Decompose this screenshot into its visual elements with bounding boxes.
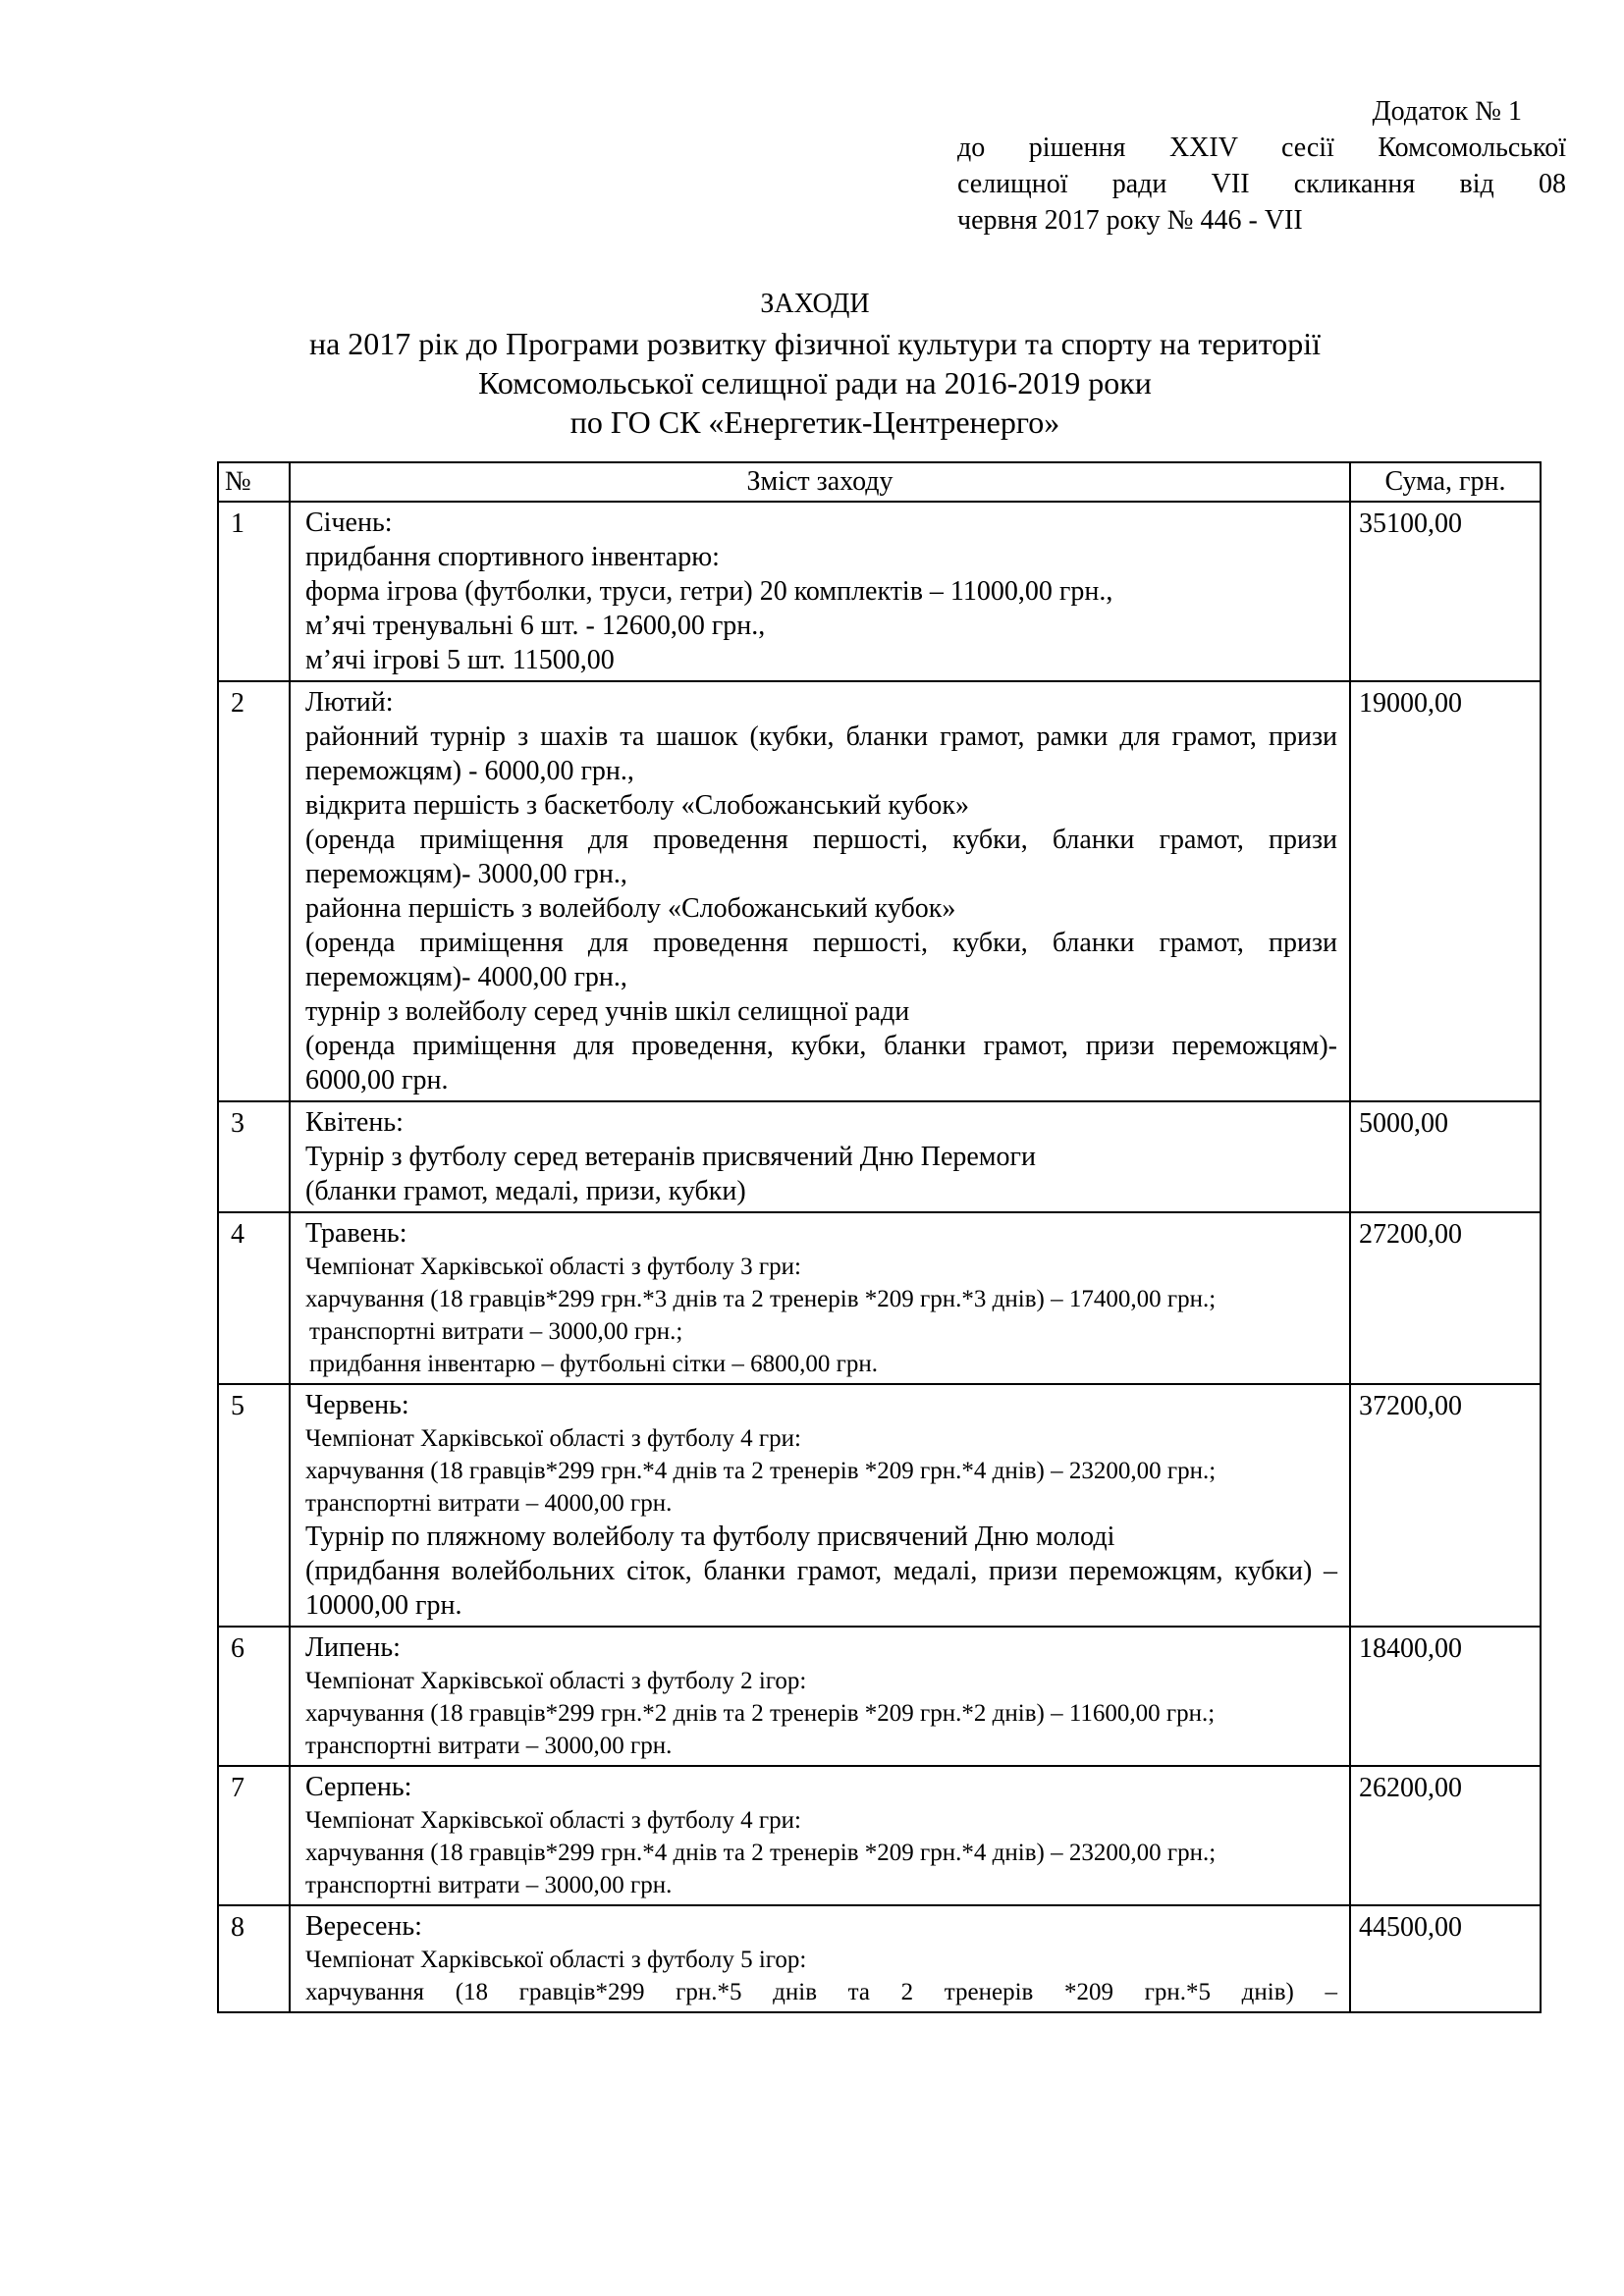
measure-item: турнір з волейболу серед учнів шкіл селищної ради: [305, 996, 910, 1027]
row-number: 1: [218, 502, 290, 681]
appendix-block: [957, 93, 1566, 239]
table-header-row: [218, 462, 1541, 502]
measure-item: харчування (18 гравців*299 грн.*4 днів та 2 тренерів *209 грн.*4 днів) – 23200,00 грн.;: [305, 1840, 1217, 1866]
row-content: [290, 1101, 1350, 1212]
document-heading: [177, 285, 1453, 442]
row-content: [290, 1212, 1350, 1384]
row-number: 5: [218, 1384, 290, 1627]
measure-item: Турнір по пляжному волейболу та футболу присвячений Дню молоді: [305, 1522, 1115, 1552]
month-label: Січень:: [305, 507, 393, 538]
measure-item: харчування (18 гравців*299 грн.*2 днів та 2 тренерів *209 грн.*2 днів) – 11600,00 грн.;: [305, 1700, 1216, 1727]
measure-item: транспортні витрати – 3000,00 грн.: [305, 1872, 673, 1898]
month-label: Червень:: [305, 1390, 409, 1420]
row-sum: 19000,00: [1350, 681, 1541, 1101]
measure-item: харчування (18 гравців*299 грн.*4 днів та 2 тренерів *209 грн.*4 днів) – 23200,00 грн.;: [305, 1458, 1217, 1484]
measure-item: відкрита першість з баскетболу «Слобожанський кубок»: [305, 790, 970, 821]
table-row: [218, 681, 1541, 1101]
row-sum: 27200,00: [1350, 1212, 1541, 1384]
measure-item: (придбання волейбольних сіток, бланки грамот, медалі, призи переможцям, кубки) – 10000,00 грн.: [305, 1556, 1337, 1621]
table-row: [218, 1212, 1541, 1384]
document-subtitle-line: по ГО СК «Енергетик-Центренерго»: [569, 404, 1060, 440]
measure-item: Чемпіонат Харківської області з футболу 3 гри:: [305, 1254, 801, 1280]
row-sum: 44500,00: [1350, 1905, 1541, 2012]
appendix-line: селищної ради VII скликання від 08: [957, 169, 1566, 199]
measure-item: (бланки грамот, медалі, призи, кубки): [305, 1176, 746, 1206]
measure-item: (оренда приміщення для проведення першості, кубки, бланки грамот, призи переможцям)- 4000,00 грн.,: [305, 928, 1337, 992]
measure-item: м’ячі ігрові 5 шт. 11500,00: [305, 645, 615, 675]
table-row: [218, 502, 1541, 681]
table-row: [218, 1627, 1541, 1766]
month-label: Вересень:: [305, 1911, 422, 1942]
measure-item: Чемпіонат Харківської області з футболу 2 ігор:: [305, 1668, 807, 1694]
measure-item: Чемпіонат Харківської області з футболу 4 гри:: [305, 1425, 801, 1452]
measure-item: Чемпіонат Харківської області з футболу 5 ігор:: [305, 1947, 807, 1973]
measure-item: (оренда приміщення для проведення першості, кубки, бланки грамот, призи переможцям)- 3000,00 грн.,: [305, 825, 1337, 889]
row-sum: 5000,00: [1350, 1101, 1541, 1212]
month-label: Серпень:: [305, 1772, 412, 1802]
row-content: [290, 1905, 1350, 2012]
measure-item: транспортні витрати – 4000,00 грн.: [305, 1490, 673, 1517]
row-content: [290, 1766, 1350, 1905]
row-sum: 18400,00: [1350, 1627, 1541, 1766]
table-row: [218, 1101, 1541, 1212]
row-number: 4: [218, 1212, 290, 1384]
measure-item: Турнір з футболу серед ветеранів присвячений Дню Перемоги: [305, 1142, 1036, 1172]
row-number: 3: [218, 1101, 290, 1212]
measure-item: придбання інвентарю – футбольні сітки – 6800,00 грн.: [309, 1351, 878, 1377]
row-content: [290, 1627, 1350, 1766]
document-subtitle-line: Комсомольської селищної ради на 2016-2019 роки: [478, 365, 1152, 400]
row-content: [290, 502, 1350, 681]
month-label: Липень:: [305, 1632, 401, 1663]
measure-item: придбання спортивного інвентарю:: [305, 542, 720, 572]
measure-item: форма ігрова (футболки, труси, гетри) 20 комплектів – 11000,00 грн.,: [305, 576, 1113, 607]
row-number: 6: [218, 1627, 290, 1766]
measure-item: м’ячі тренувальні 6 шт. - 12600,00 грн.,: [305, 611, 766, 641]
row-sum: 26200,00: [1350, 1766, 1541, 1905]
table-row: [218, 1766, 1541, 1905]
appendix-line: до рішення XXIV сесії Комсомольської: [957, 133, 1566, 163]
measure-item: районна першість з волейболу «Слобожанський кубок»: [305, 893, 956, 924]
column-header-sum: Сума, грн.: [1350, 462, 1541, 502]
month-label: Квітень:: [305, 1107, 404, 1138]
month-label: Лютий:: [305, 687, 394, 718]
measure-item: Чемпіонат Харківської області з футболу 4 гри:: [305, 1807, 801, 1834]
document-subtitle-line: на 2017 рік до Програми розвитку фізичної культури та спорту на території: [308, 326, 1322, 361]
row-number: 2: [218, 681, 290, 1101]
column-header-number: №: [218, 462, 290, 502]
row-number: 7: [218, 1766, 290, 1905]
row-content: [290, 1384, 1350, 1627]
document-title: ЗАХОДИ: [760, 289, 870, 319]
measure-item: харчування (18 гравців*299 грн.*3 днів та 2 тренерів *209 грн.*3 днів) – 17400,00 грн.;: [305, 1286, 1217, 1312]
measure-item: транспортні витрати – 3000,00 грн.: [305, 1733, 673, 1759]
row-sum: 35100,00: [1350, 502, 1541, 681]
measure-item: (оренда приміщення для проведення, кубки, бланки грамот, призи переможцям)- 6000,00 грн.: [305, 1031, 1337, 1095]
table-row: [218, 1384, 1541, 1627]
appendix-title: Додаток № 1: [1372, 96, 1522, 127]
measure-item: харчування (18 гравців*299 грн.*5 днів та 2 тренерів *209 грн.*5 днів) –: [305, 1979, 1337, 2005]
month-label: Травень:: [305, 1218, 407, 1249]
table-row: [218, 1905, 1541, 2012]
appendix-line: червня 2017 року № 446 - VII: [957, 205, 1303, 236]
measure-item: транспортні витрати – 3000,00 грн.;: [309, 1318, 683, 1345]
measure-item: районний турнір з шахів та шашок (кубки, бланки грамот, рамки для грамот, призи переможцям) - 6000,00 грн.,: [305, 721, 1337, 786]
row-content: [290, 681, 1350, 1101]
column-header-content: Зміст заходу: [290, 462, 1350, 502]
row-sum: 37200,00: [1350, 1384, 1541, 1627]
row-number: 8: [218, 1905, 290, 2012]
measures-table: [217, 461, 1542, 2013]
